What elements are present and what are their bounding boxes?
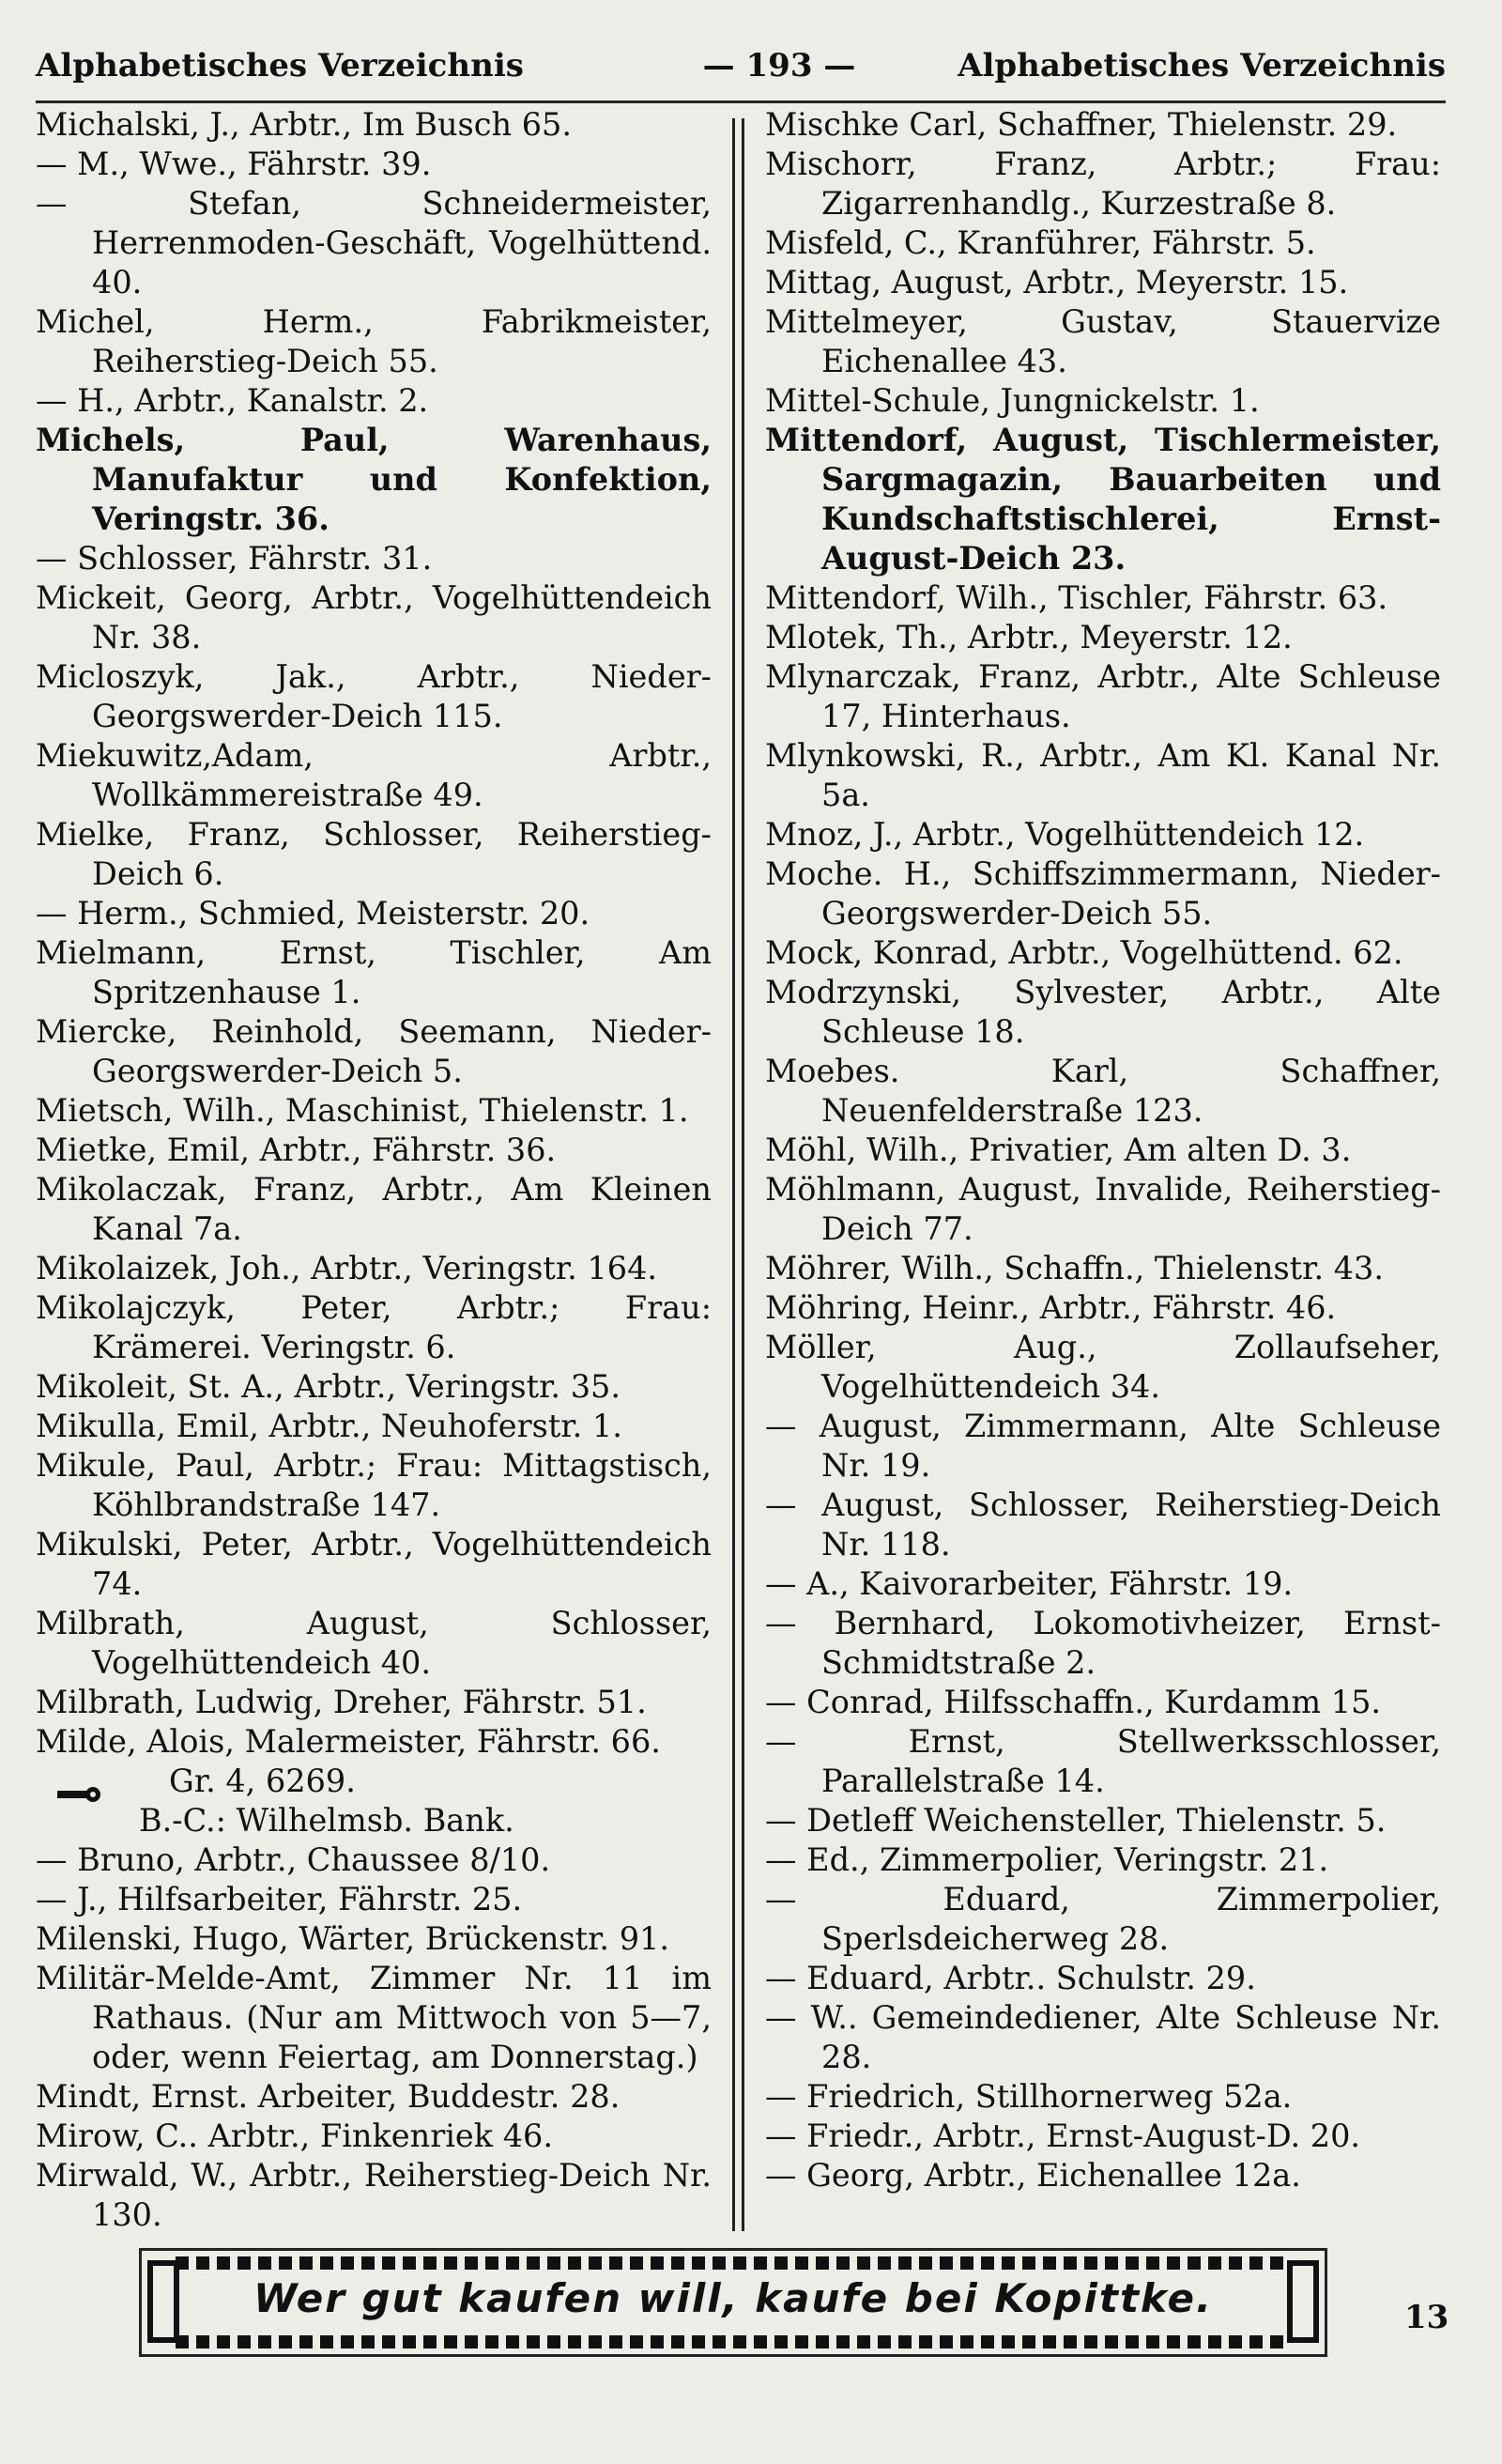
entry-text: — Bruno, Arbtr., Chaussee 8/10.	[36, 1841, 551, 1878]
advertisement-slogan: Wer gut kaufen will, kaufe bei Kopittke.	[253, 2275, 1213, 2321]
entry-text: Mischke Carl, Schaffner, Thielenstr. 29.	[765, 106, 1398, 143]
directory-entry	[36, 302, 712, 381]
entry-text: — Ernst, Stellwerksschlosser, Parallelstraße 14.	[765, 1723, 1441, 1799]
entry-text: Milde, Alois, Malermeister, Fährstr. 66.	[36, 1723, 661, 1760]
directory-entry	[36, 184, 712, 302]
border-ornament	[176, 2256, 1291, 2270]
directory-entry	[765, 1052, 1441, 1131]
directory-entry	[36, 1446, 712, 1525]
directory-entry	[765, 1998, 1441, 2077]
entry-text: Möhrer, Wilh., Schaffn., Thielenstr. 43.	[765, 1250, 1385, 1286]
directory-entry	[765, 1683, 1441, 1722]
directory-entry	[765, 2077, 1441, 2117]
directory-entry	[765, 105, 1441, 145]
entry-text: Milenski, Hugo, Wärter, Brückenstr. 91.	[36, 1920, 669, 1957]
directory-entry	[36, 815, 712, 894]
entry-text: Michalski, J., Arbtr., Im Busch 65.	[36, 106, 573, 143]
directory-entry	[765, 657, 1441, 736]
directory-entry	[765, 973, 1441, 1052]
directory-entry	[765, 1604, 1441, 1683]
entry-text: — Friedrich, Stillhornerweg 52a.	[765, 2078, 1293, 2115]
directory-entry	[765, 855, 1441, 933]
entry-text: Michels, Paul, Warenhaus, Manufaktur und Konfektion, Veringstr. 36.	[36, 422, 712, 537]
left-column	[36, 105, 712, 2235]
directory-entry	[765, 1407, 1441, 1486]
border-ornament	[176, 2335, 1291, 2348]
entry-text: Milbrath, Ludwig, Dreher, Fährstr. 51.	[36, 1684, 647, 1720]
directory-entry	[765, 145, 1441, 223]
entry-text: — August, Schlosser, Reiherstieg-Deich Nr. 118.	[765, 1486, 1441, 1563]
entry-text: — A., Kaivorarbeiter, Fährstr. 19.	[765, 1565, 1294, 1602]
entry-text: Mittendorf, Wilh., Tischler, Fährstr. 63.	[765, 579, 1388, 616]
entry-text: Mittel-Schule, Jungnickelstr. 1.	[765, 382, 1260, 419]
entry-text: Misfeld, C., Kranführer, Fährstr. 5.	[765, 224, 1316, 261]
directory-entry	[36, 1683, 712, 1722]
directory-entry	[765, 1288, 1441, 1328]
entry-text: Mittendorf, August, Tischlermeister, Sargmagazin, Bauarbeiten und Kundschaftstischlerei, Ernst-August-Deich 23.	[765, 422, 1441, 577]
directory-entry	[36, 539, 712, 578]
directory-entry	[36, 1959, 712, 2077]
directory-entry	[765, 223, 1441, 263]
entry-text: Militär-Melde-Amt, Zimmer Nr. 11 im Rathaus. (Nur am Mittwoch von 5—7, oder, wenn Feiertag, am Donnerstag.)	[36, 1960, 712, 2075]
directory-entry	[36, 1919, 712, 1959]
directory-entry	[765, 302, 1441, 381]
directory-entry	[36, 105, 712, 145]
entry-text: — M., Wwe., Fährstr. 39.	[36, 146, 432, 182]
entry-text: Mielke, Franz, Schlosser, Reiherstieg-Deich 6.	[36, 816, 712, 892]
header-title-right: Alphabetisches Verzeichnis	[958, 47, 1446, 85]
telephone-number: Gr. 4, 6269.	[168, 1763, 356, 1799]
directory-entry	[765, 1328, 1441, 1407]
directory-entry	[36, 1525, 712, 1604]
entry-text: Mikulla, Emil, Arbtr., Neuhoferstr. 1.	[36, 1408, 622, 1444]
directory-entry	[36, 2156, 712, 2235]
entry-text: Mischorr, Franz, Arbtr.; Frau: Zigarrenhandlg., Kurzestraße 8.	[765, 146, 1441, 222]
entry-text: Mikolajczyk, Peter, Arbtr.; Frau: Krämerei. Veringstr. 6.	[36, 1289, 712, 1365]
entry-text: Mielmann, Ernst, Tischler, Am Spritzenhause 1.	[36, 934, 712, 1010]
directory-entry	[765, 1880, 1441, 1959]
header-rule	[36, 100, 1446, 103]
entry-text: — Ed., Zimmerpolier, Veringstr. 21.	[765, 1841, 1329, 1878]
entry-text: Mittelmeyer, Gustav, Stauervize Eichenallee 43.	[765, 303, 1441, 379]
entry-text: Mietke, Emil, Arbtr., Fährstr. 36.	[36, 1132, 557, 1168]
directory-entry	[36, 736, 712, 815]
entry-text: Modrzynski, Sylvester, Arbtr., Alte Schleuse 18.	[765, 974, 1441, 1050]
directory-entry	[36, 894, 712, 933]
entry-text: B.-C.: Wilhelmsb. Bank.	[139, 1802, 514, 1839]
directory-entry	[765, 1959, 1441, 1998]
directory-entry	[765, 618, 1441, 657]
entry-text: Mikulski, Peter, Arbtr., Vogelhüttendeich 74.	[36, 1526, 712, 1602]
directory-entry	[765, 736, 1441, 815]
directory-entry	[36, 1367, 712, 1407]
page-header	[36, 39, 1446, 96]
directory-entry	[36, 421, 712, 539]
directory-entry	[765, 1722, 1441, 1801]
entry-text: Mickeit, Georg, Arbtr., Vogelhüttendeich Nr. 38.	[36, 579, 712, 655]
directory-entry	[765, 1131, 1441, 1170]
entry-text: Mlotek, Th., Arbtr., Meyerstr. 12.	[765, 619, 1293, 655]
directory-entry	[36, 1880, 712, 1919]
directory-entry	[36, 657, 712, 736]
directory-entry	[36, 1801, 712, 1840]
entry-text: Mirow, C.. Arbtr., Finkenriek 46.	[36, 2118, 553, 2154]
directory-entry	[765, 1249, 1441, 1288]
entry-text: — Conrad, Hilfsschaffn., Kurdamm 15.	[765, 1684, 1382, 1720]
directory-entry	[765, 263, 1441, 302]
directory-entry	[36, 1249, 712, 1288]
entry-text: — Friedr., Arbtr., Ernst-August-D. 20.	[765, 2118, 1361, 2154]
directory-entry	[36, 1170, 712, 1249]
entry-text: Mindt, Ernst. Arbeiter, Buddestr. 28.	[36, 2078, 621, 2115]
entry-text: — H., Arbtr., Kanalstr. 2.	[36, 382, 429, 419]
entry-text: Mirwald, W., Arbtr., Reiherstieg-Deich Nr. 130.	[36, 2157, 712, 2233]
entry-text: Möller, Aug., Zollaufseher, Vogelhüttendeich 34.	[765, 1329, 1441, 1405]
entry-text: Miercke, Reinhold, Seemann, Nieder-Georgswerder-Deich 5.	[36, 1013, 712, 1089]
signature-mark: 13	[1404, 2299, 1449, 2336]
directory-entry	[36, 1091, 712, 1131]
directory-entry	[36, 381, 712, 421]
entry-text: Micloszyk, Jak., Arbtr., Nieder-Georgswerder-Deich 115.	[36, 658, 712, 734]
directory-entry	[765, 2117, 1441, 2156]
column-divider	[742, 118, 744, 2231]
entry-text: — Detleff Weichensteller, Thielenstr. 5.	[765, 1802, 1387, 1839]
directory-entry	[36, 1840, 712, 1880]
directory-entry	[36, 1722, 712, 1801]
entry-text: Mlynarczak, Franz, Arbtr., Alte Schleuse 17, Hinterhaus.	[765, 658, 1441, 734]
entry-text: Mock, Konrad, Arbtr., Vogelhüttend. 62.	[765, 934, 1403, 971]
entry-text: Mikule, Paul, Arbtr.; Frau: Mittagstisch, Köhlbrandstraße 147.	[36, 1447, 712, 1523]
entry-text: Mietsch, Wilh., Maschinist, Thielenstr. 1.	[36, 1092, 689, 1129]
directory-entry	[36, 933, 712, 1012]
entry-text: — Eduard, Arbtr.. Schulstr. 29.	[765, 1960, 1256, 1996]
column-divider	[732, 118, 735, 2231]
header-title-left: Alphabetisches Verzeichnis	[36, 47, 524, 85]
entry-text: Möhlmann, August, Invalide, Reiherstieg-Deich 77.	[765, 1171, 1441, 1247]
entry-text: Michel, Herm., Fabrikmeister, Reiherstieg-Deich 55.	[36, 303, 712, 379]
advertisement-box	[139, 2248, 1327, 2357]
telephone-icon	[112, 1774, 159, 1793]
directory-entry	[765, 2156, 1441, 2195]
entry-text: Miekuwitz,Adam, Arbtr., Wollkämmereistraße 49.	[36, 737, 712, 813]
entry-text: — Herm., Schmied, Meisterstr. 20.	[36, 895, 590, 932]
entry-text: — J., Hilfsarbeiter, Fährstr. 25.	[36, 1881, 523, 1917]
directory-entry	[765, 578, 1441, 618]
entry-text: — Georg, Arbtr., Eichenallee 12a.	[765, 2157, 1301, 2194]
entry-text: Möhl, Wilh., Privatier, Am alten D. 3.	[765, 1132, 1352, 1168]
entry-text: Mikoleit, St. A., Arbtr., Veringstr. 35.	[36, 1368, 621, 1405]
directory-entry	[36, 2077, 712, 2117]
directory-entry	[36, 2117, 712, 2156]
directory-entry	[36, 1012, 712, 1091]
directory-entry	[765, 1840, 1441, 1880]
entry-text: — Bernhard, Lokomotivheizer, Ernst-Schmidtstraße 2.	[765, 1605, 1441, 1681]
directory-entry	[765, 1486, 1441, 1564]
entry-text: Möhring, Heinr., Arbtr., Fährstr. 46.	[765, 1289, 1337, 1326]
entry-text: Moche. H., Schiffszimmermann, Nieder-Georgswerder-Deich 55.	[765, 855, 1441, 932]
directory-entry	[36, 1131, 712, 1170]
entry-text: — Stefan, Schneidermeister, Herrenmoden-Geschäft, Vogelhüttend. 40.	[36, 185, 712, 300]
directory-entry	[36, 1604, 712, 1683]
entry-text: Milbrath, August, Schlosser, Vogelhüttendeich 40.	[36, 1605, 712, 1681]
entry-text: Moebes. Karl, Schaffner, Neuenfelderstraße 123.	[765, 1053, 1441, 1129]
directory-entry	[36, 578, 712, 657]
entry-text: — August, Zimmermann, Alte Schleuse Nr. 19.	[765, 1408, 1441, 1484]
page-number: — 193 —	[702, 47, 856, 85]
directory-entry	[36, 1288, 712, 1367]
entry-text: Mikolaizek, Joh., Arbtr., Veringstr. 164.	[36, 1250, 658, 1286]
directory-entry	[765, 381, 1441, 421]
directory-entry	[765, 933, 1441, 973]
entry-text: Mittag, August, Arbtr., Meyerstr. 15.	[765, 264, 1349, 300]
directory-entry	[36, 145, 712, 184]
directory-entry	[765, 1170, 1441, 1249]
entry-text: — Schlosser, Fährstr. 31.	[36, 540, 433, 577]
directory-entry	[765, 1564, 1441, 1604]
entry-text: — W.. Gemeindediener, Alte Schleuse Nr. 28.	[765, 1999, 1441, 2075]
entry-text: Mikolaczak, Franz, Arbtr., Am Kleinen Kanal 7a.	[36, 1171, 712, 1247]
entry-text: Mlynkowski, R., Arbtr., Am Kl. Kanal Nr. 5a.	[765, 737, 1441, 813]
directory-entry	[765, 815, 1441, 855]
directory-entry	[765, 1801, 1441, 1840]
right-column	[765, 105, 1441, 2195]
entry-text: Mnoz, J., Arbtr., Vogelhüttendeich 12.	[765, 816, 1365, 853]
directory-entry	[765, 421, 1441, 578]
entry-text: — Eduard, Zimmerpolier, Sperlsdeicherweg 28.	[765, 1881, 1441, 1957]
directory-entry	[36, 1407, 712, 1446]
